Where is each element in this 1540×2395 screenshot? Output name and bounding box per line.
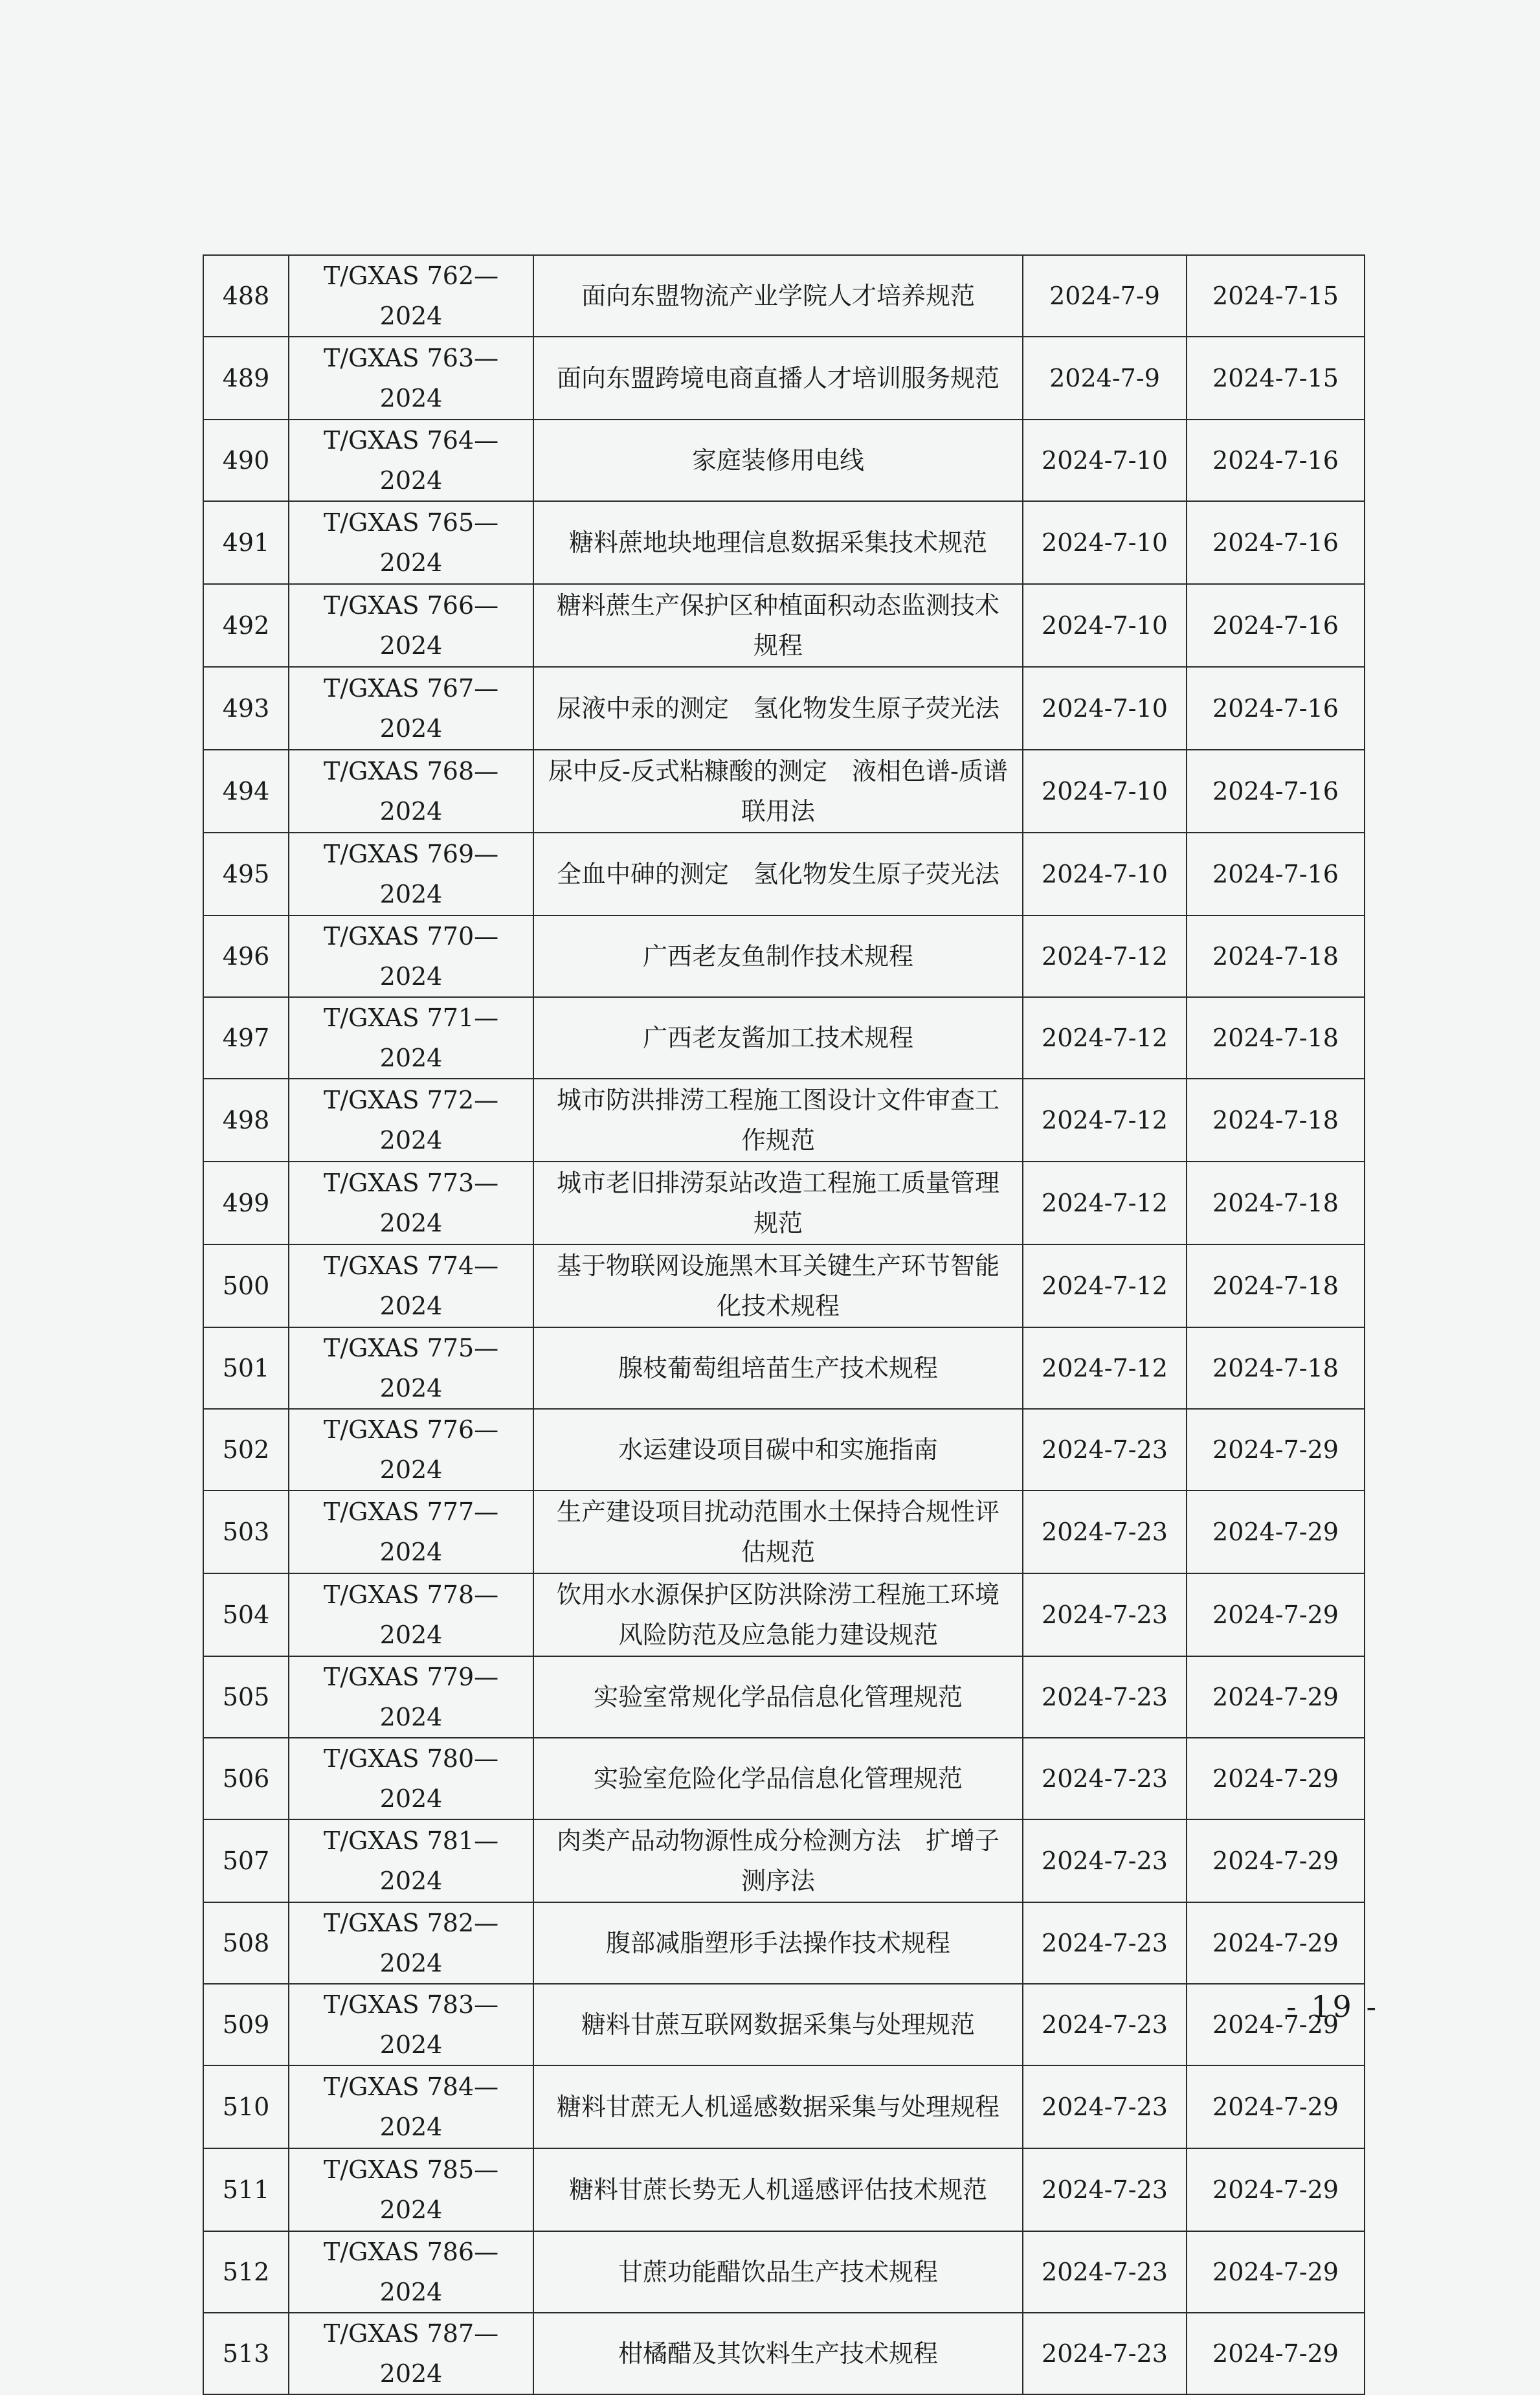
table-row <box>203 1984 1365 2065</box>
row-number: 504 <box>203 1573 289 1656</box>
table-row <box>203 2313 1365 2394</box>
standard-name: 实验室危险化学品信息化管理规范 <box>533 1738 1023 1819</box>
standard-name: 广西老友鱼制作技术规程 <box>533 916 1023 997</box>
row-number: 494 <box>203 750 289 833</box>
page-number: - 19 - <box>1286 1989 1379 2024</box>
implement-date: 2024-7-16 <box>1187 584 1365 667</box>
publish-date: 2024-7-10 <box>1023 420 1187 501</box>
standard-name: 柑橘醋及其饮料生产技术规程 <box>533 2313 1023 2394</box>
publish-date: 2024-7-12 <box>1023 1079 1187 1162</box>
standard-name: 家庭装修用电线 <box>533 420 1023 501</box>
standard-name: 糖料蔗生产保护区种植面积动态监测技术规程 <box>533 584 1023 667</box>
table-row <box>203 1409 1365 1490</box>
table-row <box>203 667 1365 750</box>
row-number: 508 <box>203 1902 289 1984</box>
standard-code: T/GXAS 782—2024 <box>289 1902 533 1984</box>
row-number: 495 <box>203 833 289 916</box>
implement-date: 2024-7-18 <box>1187 916 1365 997</box>
publish-date: 2024-7-10 <box>1023 667 1187 750</box>
row-number: 509 <box>203 1984 289 2065</box>
row-number: 498 <box>203 1079 289 1162</box>
row-number: 512 <box>203 2231 289 2313</box>
implement-date: 2024-7-29 <box>1187 1902 1365 1984</box>
publish-date: 2024-7-12 <box>1023 1244 1187 1327</box>
row-number: 505 <box>203 1656 289 1738</box>
standard-code: T/GXAS 779—2024 <box>289 1656 533 1738</box>
table-row <box>203 750 1365 833</box>
standard-code: T/GXAS 763—2024 <box>289 337 533 420</box>
implement-date: 2024-7-29 <box>1187 2231 1365 2313</box>
publish-date: 2024-7-23 <box>1023 2231 1187 2313</box>
standard-name: 糖料蔗地块地理信息数据采集技术规范 <box>533 501 1023 584</box>
implement-date: 2024-7-29 <box>1187 1738 1365 1819</box>
standard-name: 肉类产品动物源性成分检测方法 扩增子测序法 <box>533 1819 1023 1902</box>
standard-name: 面向东盟物流产业学院人才培养规范 <box>533 255 1023 337</box>
table-row <box>203 1327 1365 1409</box>
publish-date: 2024-7-23 <box>1023 1409 1187 1490</box>
standard-name: 腹部减脂塑形手法操作技术规程 <box>533 1902 1023 1984</box>
publish-date: 2024-7-23 <box>1023 1984 1187 2065</box>
standard-name: 甘蔗功能醋饮品生产技术规程 <box>533 2231 1023 2313</box>
table-row <box>203 833 1365 916</box>
implement-date: 2024-7-29 <box>1187 1656 1365 1738</box>
standard-name: 生产建设项目扰动范围水土保持合规性评估规范 <box>533 1490 1023 1573</box>
implement-date: 2024-7-16 <box>1187 501 1365 584</box>
implement-date: 2024-7-18 <box>1187 1079 1365 1162</box>
table-row <box>203 1738 1365 1819</box>
standard-name: 广西老友酱加工技术规程 <box>533 997 1023 1079</box>
standard-name: 尿液中汞的测定 氢化物发生原子荧光法 <box>533 667 1023 750</box>
publish-date: 2024-7-23 <box>1023 2148 1187 2231</box>
standard-code: T/GXAS 785—2024 <box>289 2148 533 2231</box>
table-row <box>203 1656 1365 1738</box>
table-row <box>203 501 1365 584</box>
publish-date: 2024-7-23 <box>1023 1902 1187 1984</box>
row-number: 488 <box>203 255 289 337</box>
standard-name: 尿中反-反式粘糠酸的测定 液相色谱-质谱联用法 <box>533 750 1023 833</box>
row-number: 491 <box>203 501 289 584</box>
standard-code: T/GXAS 767—2024 <box>289 667 533 750</box>
implement-date: 2024-7-16 <box>1187 750 1365 833</box>
standard-code: T/GXAS 773—2024 <box>289 1162 533 1244</box>
publish-date: 2024-7-23 <box>1023 2313 1187 2394</box>
publish-date: 2024-7-23 <box>1023 1656 1187 1738</box>
table-row <box>203 584 1365 667</box>
table-row <box>203 1244 1365 1327</box>
row-number: 499 <box>203 1162 289 1244</box>
publish-date: 2024-7-12 <box>1023 916 1187 997</box>
standard-name: 实验室常规化学品信息化管理规范 <box>533 1656 1023 1738</box>
standard-code: T/GXAS 786—2024 <box>289 2231 533 2313</box>
implement-date: 2024-7-15 <box>1187 337 1365 420</box>
implement-date: 2024-7-29 <box>1187 1490 1365 1573</box>
publish-date: 2024-7-9 <box>1023 337 1187 420</box>
table-row <box>203 1162 1365 1244</box>
standard-code: T/GXAS 776—2024 <box>289 1409 533 1490</box>
implement-date: 2024-7-18 <box>1187 1244 1365 1327</box>
publish-date: 2024-7-23 <box>1023 1490 1187 1573</box>
table-row <box>203 2065 1365 2148</box>
publish-date: 2024-7-10 <box>1023 833 1187 916</box>
row-number: 503 <box>203 1490 289 1573</box>
standard-code: T/GXAS 784—2024 <box>289 2065 533 2148</box>
row-number: 489 <box>203 337 289 420</box>
standard-code: T/GXAS 781—2024 <box>289 1819 533 1902</box>
standard-code: T/GXAS 766—2024 <box>289 584 533 667</box>
row-number: 502 <box>203 1409 289 1490</box>
standard-code: T/GXAS 772—2024 <box>289 1079 533 1162</box>
publish-date: 2024-7-23 <box>1023 1819 1187 1902</box>
table-row <box>203 1490 1365 1573</box>
table-row <box>203 420 1365 501</box>
standard-name: 糖料甘蔗长势无人机遥感评估技术规范 <box>533 2148 1023 2231</box>
standard-name: 城市老旧排涝泵站改造工程施工质量管理规范 <box>533 1162 1023 1244</box>
standard-code: T/GXAS 775—2024 <box>289 1327 533 1409</box>
standard-name: 水运建设项目碳中和实施指南 <box>533 1409 1023 1490</box>
standard-name: 基于物联网设施黑木耳关键生产环节智能化技术规程 <box>533 1244 1023 1327</box>
standard-name: 饮用水水源保护区防洪除涝工程施工环境风险防范及应急能力建设规范 <box>533 1573 1023 1656</box>
row-number: 497 <box>203 997 289 1079</box>
standard-code: T/GXAS 787—2024 <box>289 2313 533 2394</box>
standard-name: 糖料甘蔗无人机遥感数据采集与处理规程 <box>533 2065 1023 2148</box>
publish-date: 2024-7-10 <box>1023 750 1187 833</box>
standard-code: T/GXAS 780—2024 <box>289 1738 533 1819</box>
table-row <box>203 2148 1365 2231</box>
standard-code: T/GXAS 768—2024 <box>289 750 533 833</box>
standard-code: T/GXAS 777—2024 <box>289 1490 533 1573</box>
row-number: 507 <box>203 1819 289 1902</box>
row-number: 490 <box>203 420 289 501</box>
table-row <box>203 2231 1365 2313</box>
row-number: 496 <box>203 916 289 997</box>
table-row <box>203 1079 1365 1162</box>
row-number: 493 <box>203 667 289 750</box>
standards-table <box>203 254 1365 2395</box>
publish-date: 2024-7-12 <box>1023 997 1187 1079</box>
table-row <box>203 1573 1365 1656</box>
table-row <box>203 916 1365 997</box>
implement-date: 2024-7-29 <box>1187 1573 1365 1656</box>
row-number: 500 <box>203 1244 289 1327</box>
row-number: 513 <box>203 2313 289 2394</box>
row-number: 511 <box>203 2148 289 2231</box>
implement-date: 2024-7-29 <box>1187 2313 1365 2394</box>
publish-date: 2024-7-12 <box>1023 1327 1187 1409</box>
standard-code: T/GXAS 764—2024 <box>289 420 533 501</box>
implement-date: 2024-7-29 <box>1187 2065 1365 2148</box>
publish-date: 2024-7-12 <box>1023 1162 1187 1244</box>
standard-code: T/GXAS 769—2024 <box>289 833 533 916</box>
standard-name: 糖料甘蔗互联网数据采集与处理规范 <box>533 1984 1023 2065</box>
implement-date: 2024-7-18 <box>1187 997 1365 1079</box>
standard-code: T/GXAS 762—2024 <box>289 255 533 337</box>
publish-date: 2024-7-23 <box>1023 2065 1187 2148</box>
standard-code: T/GXAS 774—2024 <box>289 1244 533 1327</box>
table-row <box>203 337 1365 420</box>
publish-date: 2024-7-23 <box>1023 1573 1187 1656</box>
implement-date: 2024-7-16 <box>1187 420 1365 501</box>
row-number: 506 <box>203 1738 289 1819</box>
table-row <box>203 1902 1365 1984</box>
publish-date: 2024-7-10 <box>1023 501 1187 584</box>
row-number: 510 <box>203 2065 289 2148</box>
implement-date: 2024-7-16 <box>1187 833 1365 916</box>
implement-date: 2024-7-29 <box>1187 1409 1365 1490</box>
standard-name: 腺枝葡萄组培苗生产技术规程 <box>533 1327 1023 1409</box>
standard-code: T/GXAS 783—2024 <box>289 1984 533 2065</box>
implement-date: 2024-7-29 <box>1187 2148 1365 2231</box>
table-row <box>203 997 1365 1079</box>
implement-date: 2024-7-29 <box>1187 1984 1365 2065</box>
row-number: 492 <box>203 584 289 667</box>
publish-date: 2024-7-9 <box>1023 255 1187 337</box>
standard-code: T/GXAS 778—2024 <box>289 1573 533 1656</box>
implement-date: 2024-7-18 <box>1187 1327 1365 1409</box>
standard-code: T/GXAS 771—2024 <box>289 997 533 1079</box>
publish-date: 2024-7-23 <box>1023 1738 1187 1819</box>
table-row <box>203 1819 1365 1902</box>
standard-name: 城市防洪排涝工程施工图设计文件审查工作规范 <box>533 1079 1023 1162</box>
standard-code: T/GXAS 770—2024 <box>289 916 533 997</box>
table-row <box>203 255 1365 337</box>
standard-code: T/GXAS 765—2024 <box>289 501 533 584</box>
implement-date: 2024-7-16 <box>1187 667 1365 750</box>
implement-date: 2024-7-18 <box>1187 1162 1365 1244</box>
publish-date: 2024-7-10 <box>1023 584 1187 667</box>
standard-name: 全血中砷的测定 氢化物发生原子荧光法 <box>533 833 1023 916</box>
row-number: 501 <box>203 1327 289 1409</box>
implement-date: 2024-7-29 <box>1187 1819 1365 1902</box>
implement-date: 2024-7-15 <box>1187 255 1365 337</box>
standard-name: 面向东盟跨境电商直播人才培训服务规范 <box>533 337 1023 420</box>
